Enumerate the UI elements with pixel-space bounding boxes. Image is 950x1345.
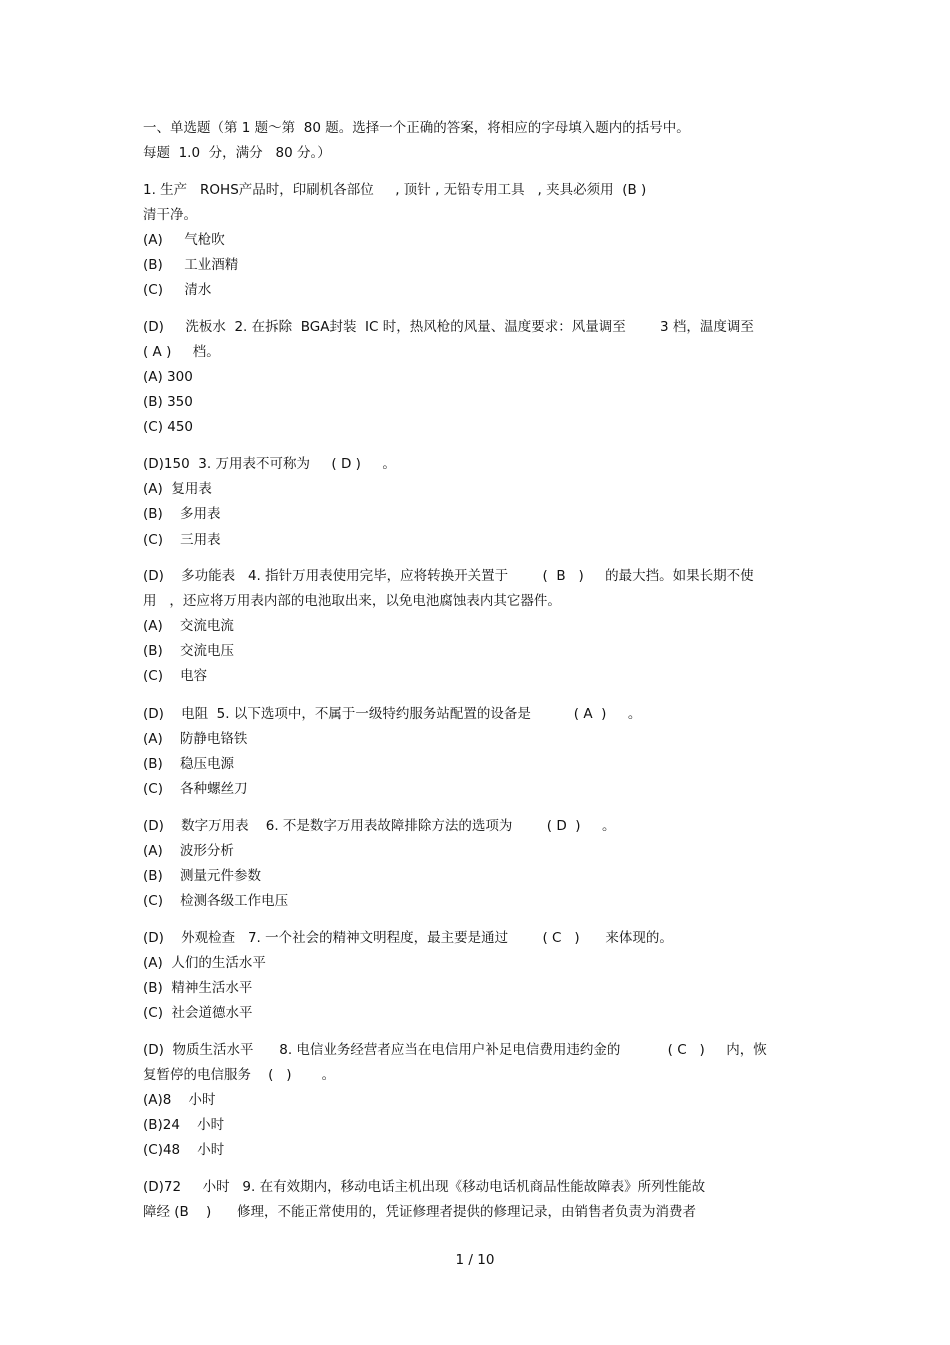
question-1-option-a: (A) 气枪吹 bbox=[143, 232, 225, 248]
question-8-stem: (D) 物质生活水平 8. 电信业务经营者应当在电信用户补足电信费用违约金的 ( C ) 内，恢 bbox=[143, 1042, 767, 1058]
question-7-option-b: (B) 精神生活水平 bbox=[143, 980, 253, 996]
question-4-option-c: (C) 电容 bbox=[143, 668, 208, 684]
question-1-stem-cont: 清干净。 bbox=[143, 207, 197, 223]
question-3-stem: (D)150 3. 万用表不可称为 ( D ) 。 bbox=[143, 456, 396, 472]
question-2-stem: (D) 洗板水 2. 在拆除 BGA封装 IC 时，热风枪的风量、温度要求：风量调至 3 档，温度调至 bbox=[143, 319, 754, 335]
question-3-option-c: (C) 三用表 bbox=[143, 532, 221, 548]
question-5-option-c: (C) 各种螺丝刀 bbox=[143, 781, 248, 797]
question-9-stem: (D)72 小时 9. 在有效期内，移动电话主机出现《移动电话机商品性能故障表》所列性能故 bbox=[143, 1179, 706, 1195]
question-8-option-c: (C)48 小时 bbox=[143, 1142, 225, 1158]
section-heading-line-2: 每题 1.0 分，满分 80 分。） bbox=[143, 145, 331, 161]
question-3-option-a: (A) 复用表 bbox=[143, 481, 212, 497]
question-8-option-a: (A)8 小时 bbox=[143, 1092, 216, 1108]
question-2-stem-cont: ( A ) 档。 bbox=[143, 344, 220, 360]
question-8-option-b: (B)24 小时 bbox=[143, 1117, 225, 1133]
question-8-stem-cont: 复暂停的电信服务 ( ) 。 bbox=[143, 1067, 336, 1083]
question-2-option-b: (B) 350 bbox=[143, 394, 193, 410]
question-6-option-c: (C) 检测各级工作电压 bbox=[143, 893, 289, 909]
question-7-stem: (D) 外观检查 7. 一个社会的精神文明程度，最主要是通过 ( C ) 来体现的。 bbox=[143, 930, 673, 946]
question-4-stem-cont: 用 ，还应将万用表内部的电池取出来，以免电池腐蚀表内其它器件。 bbox=[143, 593, 561, 609]
page-number: 1 / 10 bbox=[455, 1252, 495, 1268]
question-4-stem: (D) 多功能表 4. 指针万用表使用完毕，应将转换开关置于 ( B ) 的最大挡。如果长期不使 bbox=[143, 568, 754, 584]
question-6-option-b: (B) 测量元件参数 bbox=[143, 868, 261, 884]
question-3-option-b: (B) 多用表 bbox=[143, 506, 221, 522]
question-6-option-a: (A) 波形分析 bbox=[143, 843, 234, 859]
question-2-option-c: (C) 450 bbox=[143, 419, 194, 435]
question-6-stem: (D) 数字万用表 6. 不是数字万用表故障排除方法的选项为 ( D ) 。 bbox=[143, 818, 616, 834]
question-4-option-a: (A) 交流电流 bbox=[143, 618, 234, 634]
question-2-option-a: (A) 300 bbox=[143, 369, 193, 385]
question-7-option-c: (C) 社会道德水平 bbox=[143, 1005, 253, 1021]
question-5-option-a: (A) 防静电铬铁 bbox=[143, 731, 248, 747]
question-1-option-b: (B) 工业酒精 bbox=[143, 257, 239, 273]
question-5-stem: (D) 电阻 5. 以下选项中，不属于一级特约服务站配置的设备是 ( A ) 。 bbox=[143, 706, 642, 722]
section-heading-line-1: 一、单选题（第 1 题～第 80 题。选择一个正确的答案，将相应的字母填入题内的括号中。 bbox=[143, 120, 690, 136]
question-9-stem-cont: 障经 (B ) 修理，不能正常使用的，凭证修理者提供的修理记录，由销售者负责为消费者 bbox=[143, 1204, 696, 1220]
question-7-option-a: (A) 人们的生活水平 bbox=[143, 955, 266, 971]
question-1-option-c: (C) 清水 bbox=[143, 282, 212, 298]
question-5-option-b: (B) 稳压电源 bbox=[143, 756, 234, 772]
question-1-stem: 1. 生产 ROHS产品时，印刷机各部位 , 顶针 , 无铅专用工具 , 夹具必须用 (B ) bbox=[143, 182, 647, 198]
question-4-option-b: (B) 交流电压 bbox=[143, 643, 234, 659]
